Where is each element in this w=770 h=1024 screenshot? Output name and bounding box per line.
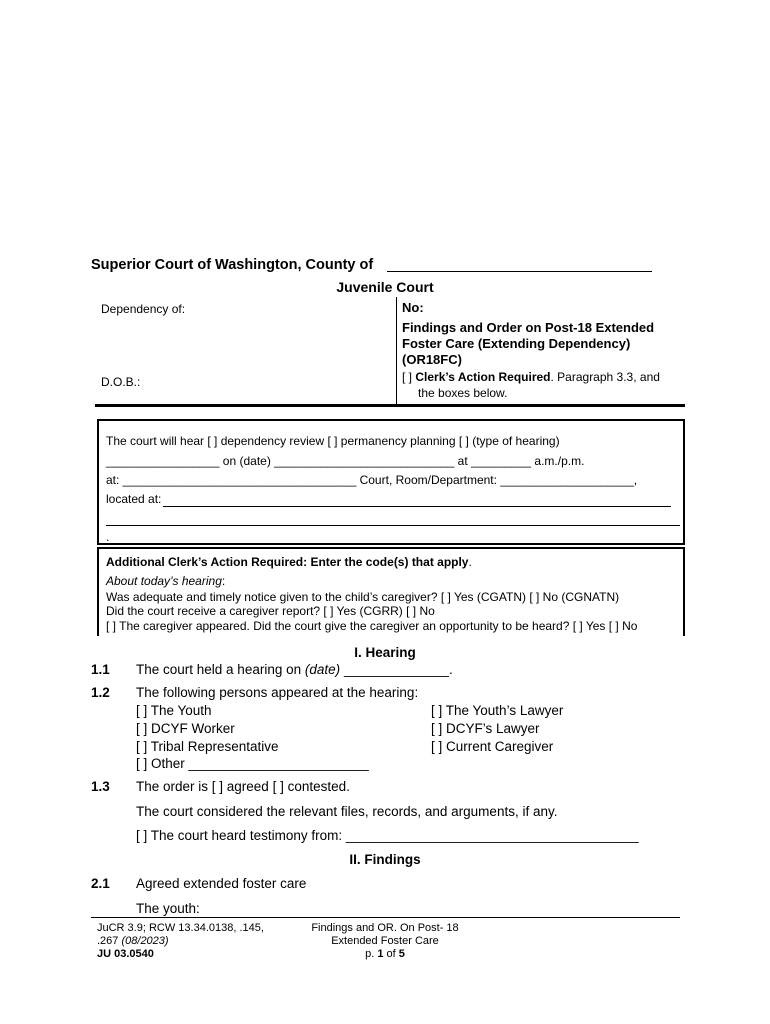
- hearing-line-2: _________________ on (date) ___________________________ at _________ a.m./p.m.: [106, 454, 585, 468]
- footer-page-number: [290, 948, 480, 960]
- document-title: Findings and Order on Post-18 Extended Foster Care (Extending Dependency) (OR18FC): [402, 320, 655, 367]
- person-dcyf-lawyer[interactable]: [ ] DCYF’s Lawyer: [431, 721, 540, 736]
- located-at-blank: [163, 506, 671, 507]
- section-findings-title: II. Findings: [349, 852, 421, 867]
- footer-revision-date: (08/2023): [121, 935, 169, 947]
- notice-question: Was adequate and timely notice given to the child’s caregiver? [ ] Yes (CGATN) [ ] No (CGNATN): [106, 590, 620, 604]
- para-1-3-number: 1.3: [91, 779, 110, 794]
- para-1-2-number: 1.2: [91, 685, 110, 700]
- p11-date-label: (date): [304, 662, 341, 677]
- section-hearing-heading: [0, 645, 770, 660]
- dob-label: D.O.B.:: [101, 375, 141, 389]
- hearing-line-1: The court will hear [ ] dependency review [ ] permanency planning [ ] (type of hearing): [106, 434, 560, 448]
- para-2-1-number: 2.1: [91, 876, 110, 891]
- person-other-blank: ________________________: [188, 756, 369, 771]
- para-2-1-text: Agreed extended foster care: [136, 876, 307, 891]
- about-label: About today’s hearing: [106, 574, 222, 588]
- about-colon: :: [221, 574, 226, 588]
- footer-rule: [91, 917, 680, 918]
- para-1-2-text: The following persons appeared at the hearing:: [136, 685, 419, 700]
- p11-date-blank: ______________.: [343, 662, 453, 677]
- person-youth-lawyer[interactable]: [ ] The Youth’s Lawyer: [431, 703, 564, 718]
- about-todays-hearing: [106, 574, 225, 588]
- p11-text: The court held a hearing on: [136, 662, 302, 677]
- caption-divider: [396, 297, 397, 405]
- footer-citation-1: JuCR 3.9; RCW 13.34.0138, .145,: [97, 922, 264, 934]
- footer-title-1: Findings and OR. On Post- 18: [311, 922, 459, 934]
- juvenile-court-heading: Juvenile Court: [336, 279, 434, 295]
- clerk-codes-title-bold: Additional Clerk’s Action Required: Enter the code(s) that apply: [106, 555, 469, 569]
- hearing-line-5-blank: [106, 525, 680, 526]
- case-number-label: No:: [402, 300, 424, 315]
- person-other-label: [ ] Other: [136, 756, 185, 771]
- page-of: of: [383, 948, 399, 960]
- person-tribal-rep[interactable]: [ ] Tribal Representative: [136, 739, 279, 754]
- hearing-line-6: .: [106, 530, 110, 544]
- person-other[interactable]: [136, 756, 369, 771]
- caregiver-appeared-question: [ ] The caregiver appeared. Did the court give the caregiver an opportunity to be heard? [ ] Yes [ ] No: [106, 619, 638, 633]
- para-1-1-text: [136, 662, 453, 677]
- clerk-action-note: [402, 369, 692, 401]
- footer-citation-2: [97, 935, 169, 947]
- clerk-codes-title-end: .: [468, 555, 472, 569]
- testimony-line[interactable]: [136, 828, 639, 843]
- para-1-1-number: 1.1: [91, 662, 110, 677]
- caregiver-report-question: Did the court receive a caregiver report? [ ] Yes (CGRR) [ ] No: [106, 604, 435, 618]
- person-current-caregiver[interactable]: [ ] Current Caregiver: [431, 739, 554, 754]
- page-prefix: p.: [365, 948, 378, 960]
- dependency-of-label: Dependency of:: [101, 302, 186, 316]
- caption-bottom-rule: [95, 404, 685, 407]
- clerk-action-rest: . Paragraph 3.3, and: [550, 370, 660, 384]
- footer-title-2: Extended Foster Care: [331, 935, 439, 947]
- county-blank-line: [387, 271, 652, 272]
- page-current: 1: [377, 948, 384, 960]
- section-hearing-title: I. Hearing: [354, 645, 416, 660]
- testimony-label: [ ] The court heard testimony from:: [136, 828, 343, 843]
- para-2-1-sub: The youth:: [136, 901, 200, 916]
- person-youth[interactable]: [ ] The Youth: [136, 703, 212, 718]
- para-1-3-text: The order is [ ] agreed [ ] contested.: [136, 779, 350, 794]
- hearing-line-4: located at:: [106, 492, 162, 506]
- footer-form-number: JU 03.0540: [97, 948, 154, 960]
- footer-citation-2a: .267: [97, 935, 119, 947]
- testimony-blank: _______________________________________: [345, 828, 639, 843]
- clerk-action-rest-2: the boxes below.: [418, 386, 508, 400]
- person-dcyf-worker[interactable]: [ ] DCYF Worker: [136, 721, 235, 736]
- clerk-codes-title: [106, 555, 472, 569]
- court-title: Superior Court of Washington, County of: [91, 257, 374, 273]
- hearing-line-3: at: ___________________________________ Court, Room/Department: ____________________,: [106, 473, 638, 487]
- section-findings-heading: [0, 852, 770, 867]
- clerk-action-bold: Clerk’s Action Required: [415, 370, 551, 384]
- page-total: 5: [398, 948, 405, 960]
- para-1-3-text-2: The court considered the relevant files, records, and arguments, if any.: [136, 804, 558, 819]
- clerk-checkbox[interactable]: [ ]: [402, 370, 413, 384]
